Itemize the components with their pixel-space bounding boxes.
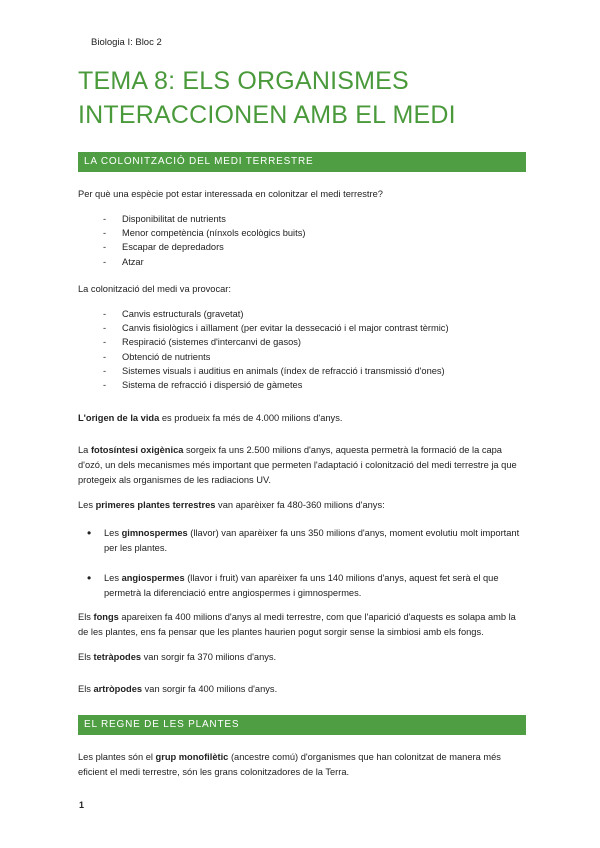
fungi-term: fongs: [93, 612, 119, 622]
origin-term: L'origen de la vida: [78, 413, 160, 423]
monophyletic-term: grup monofilètic: [155, 752, 229, 762]
first-plants-paragraph: [78, 498, 524, 513]
tetra-text: van sorgir fa 370 milions d'anys.: [141, 652, 277, 662]
gymno-pre: Les: [104, 528, 122, 538]
arthropods-term: artròpodes: [93, 684, 143, 694]
arthro-pre: Els: [78, 684, 94, 694]
list-item: - Menor competència (nínxols ecològics buits): [103, 226, 523, 240]
tetrapods-paragraph: [78, 650, 524, 665]
list-item: - Disponibilitat de nutrients: [103, 212, 523, 226]
arthropods-paragraph: [78, 682, 524, 697]
intro-pre: Les plantes són el: [78, 752, 156, 762]
page-number: 1: [79, 800, 85, 810]
intro-text: (ancestre comú) d'organismes que han colonitzat de manera més eficient el medi terrestre, són les grans colonitzadores de la Terra.: [78, 752, 501, 777]
arthro-text: van sorgir fa 400 milions d'anys.: [142, 684, 278, 694]
list-item: - Escapar de depredadors: [103, 240, 523, 254]
reasons-list: [103, 212, 523, 269]
first-plants-term: primeres plantes terrestres: [95, 500, 216, 510]
list-item: - Sistemes visuals i auditius en animals (índex de refracció i transmissió d'ones): [103, 364, 523, 378]
gymnosperms-term: gimnospermes: [121, 528, 188, 538]
plants-pre: Les: [78, 500, 96, 510]
page-title: [78, 64, 558, 132]
angio-text: (llavor i fruit) van aparèixer fa uns 140 milions d'anys, aquest fet serà el que permetrà la diferenciació entre angiospermes i gimnospermes.: [104, 573, 499, 598]
question-paragraph: Per què una espècie pot estar interessada en colonitzar el medi terrestre?: [78, 189, 383, 199]
section-heading-colonization: LA COLONITZACIÓ DEL MEDI TERRESTRE: [78, 152, 526, 172]
angiosperms-term: angiospermes: [121, 573, 185, 583]
gymno-text: (llavor) van aparèixer fa uns 350 milions d'anys, moment evolutiu molt important per les plantes.: [104, 528, 520, 553]
tetrapods-term: tetràpodes: [93, 652, 142, 662]
title-line-1: TEMA 8: ELS ORGANISMES: [78, 67, 409, 95]
photo-pre: La: [78, 445, 91, 455]
tetra-pre: Els: [78, 652, 94, 662]
fungi-text: apareixen fa 400 milions d'anys al medi terrestre, com que l'aparició d'aquests es solapa amb la de les plantes, ens fa pensar que les plantes haurien pogut sorgir sense la simbiosi amb els fongs.: [78, 612, 516, 637]
origin-text: es produeix fa més de 4.000 milions d'anys.: [159, 413, 343, 423]
running-header: Biologia I: Bloc 2: [91, 37, 162, 48]
gymnosperms-bullet: [87, 526, 525, 556]
fungi-pre: Els: [78, 612, 94, 622]
title-line-2: INTERACCIONEN AMB EL MEDI: [78, 101, 456, 129]
bullet-dot: •: [87, 526, 92, 540]
list-item: - Atzar: [103, 255, 523, 269]
section-heading-plant-kingdom: EL REGNE DE LES PLANTES: [78, 715, 526, 735]
photosynthesis-term: fotosíntesi oxigènica: [90, 445, 184, 455]
photo-text: sorgeix fa uns 2.500 milions d'anys, aquesta permetrà la formació de la capa d'ozó, un dels mecanismes més important que permeten l'adaptació i colonització del medi terrestre ja que protegeix als organismes de les radiacions UV.: [78, 445, 517, 485]
caused-intro: La colonització del medi va provocar:: [78, 284, 231, 294]
list-item: - Canvis estructurals (gravetat): [103, 307, 523, 321]
fungi-paragraph: [78, 610, 524, 640]
caused-list: [103, 307, 523, 392]
list-item: - Canvis fisiològics i aïllament (per evitar la dessecació i el major contrast tèrmic): [103, 321, 523, 335]
list-item: - Respiració (sistemes d'intercanvi de gasos): [103, 335, 523, 349]
plants-intro-paragraph: [78, 750, 524, 780]
bullet-dot: •: [87, 571, 92, 585]
angio-pre: Les: [104, 573, 122, 583]
photosynthesis-paragraph: [78, 443, 524, 488]
list-item: - Sistema de refracció i dispersió de gàmetes: [103, 378, 523, 392]
origin-paragraph: [78, 411, 524, 426]
plants-text: van aparèixer fa 480-360 milions d'anys:: [215, 500, 385, 510]
angiosperms-bullet: [87, 571, 525, 601]
list-item: - Obtenció de nutrients: [103, 350, 523, 364]
